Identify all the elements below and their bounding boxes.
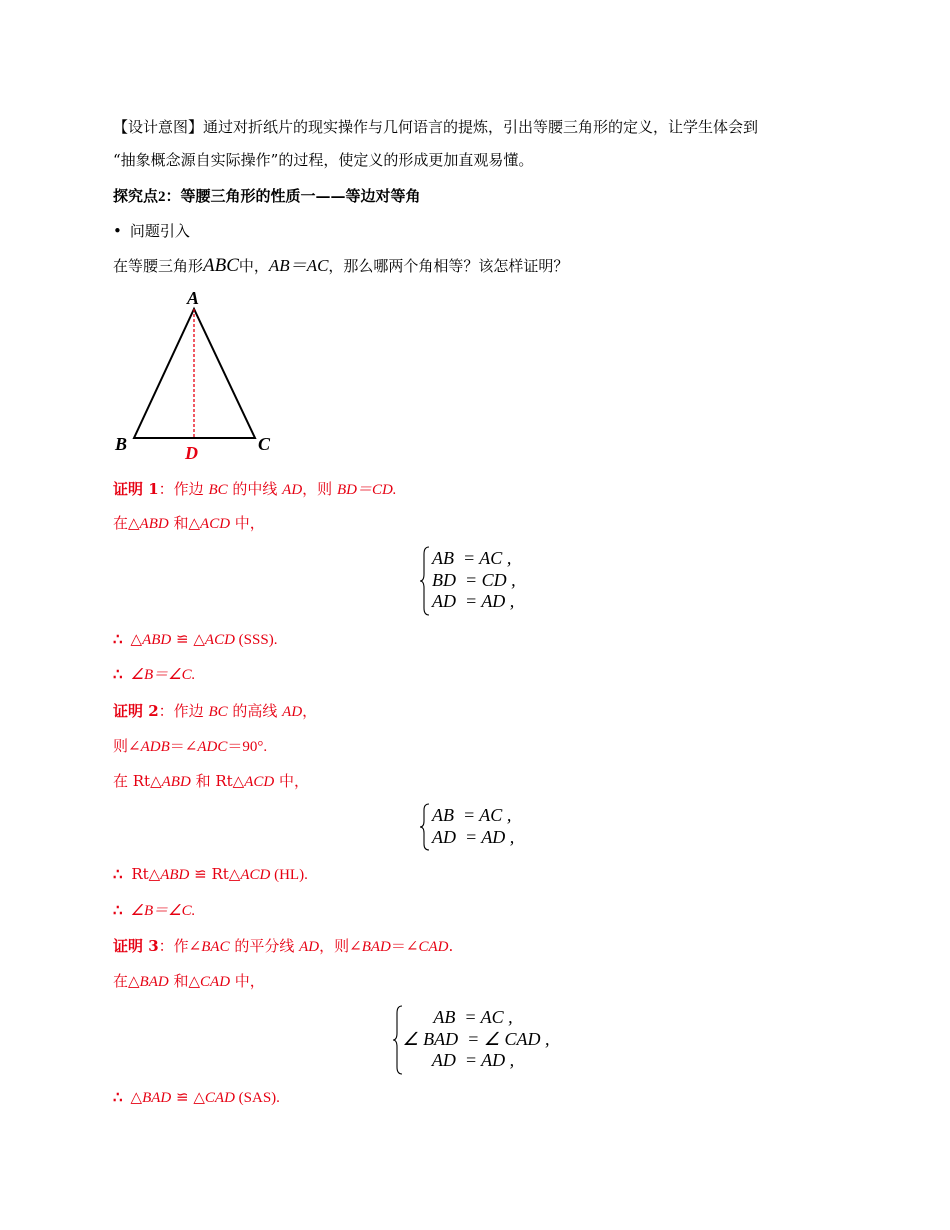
proof2-conclusion-angles: ∴ ∠B＝∠C. xyxy=(113,901,196,919)
proof2-brace xyxy=(419,803,431,851)
proof1-brace xyxy=(419,546,431,616)
proof2-context: 在 Rt△ABD 和 Rt△ACD 中， xyxy=(113,772,309,790)
proof3-conclusion-congruence: ∴ △BAD ≌ △CAD (SAS). xyxy=(113,1088,280,1106)
equation-row: BD = CD , xyxy=(432,569,516,590)
vertex-label-c: C xyxy=(258,434,271,454)
design-intent-line-2: “抽象概念源自实际操作”的过程，使定义的形成更加直观易懂。 xyxy=(113,151,534,169)
equation-row: AB = AC , xyxy=(433,1007,513,1027)
proof2-equation-system xyxy=(432,805,514,848)
bullet-question-intro: • 问题引入 xyxy=(113,222,190,240)
equation-row: AB = AC , xyxy=(432,805,512,825)
vertex-label-a: A xyxy=(187,288,200,308)
isosceles-triangle-figure xyxy=(105,285,285,465)
proof2-right-angles: 则∠ADB＝∠ADC＝90°. xyxy=(113,737,268,755)
proof1-conclusion-congruence: ∴ △ABD ≌ △ACD (SSS). xyxy=(113,630,278,648)
section-title: 探究点2：等腰三角形的性质一——等边对等角 xyxy=(113,187,421,205)
equation-row: AB = AC , xyxy=(432,548,512,568)
proof3-equation-system xyxy=(402,1007,552,1072)
bullet-dot: • xyxy=(113,222,122,240)
proof1-statement: 证明 1：作边 BC 的中线 AD，则 BD＝CD. xyxy=(113,480,397,498)
proof2-conclusion-congruence: ∴ Rt△ABD ≌ Rt△ACD (HL). xyxy=(113,865,308,883)
triangle-abc xyxy=(134,309,255,438)
design-intent-line-1: 【设计意图】通过对折纸片的现实操作与几何语言的提炼，引出等腰三角形的定义，让学生体会到 xyxy=(113,118,759,136)
equation-row: AD = AD , xyxy=(432,591,515,611)
vertex-label-b: B xyxy=(115,434,128,454)
proof1-equation-system xyxy=(432,548,516,613)
proof2-statement: 证明 2：作边 BC 的高线 AD， xyxy=(113,702,318,720)
proof1-conclusion-angles: ∴ ∠B＝∠C. xyxy=(113,665,196,683)
proof3-statement: 证明 3：作∠BAC 的平分线 AD，则∠BAD＝∠CAD. xyxy=(113,937,454,955)
equation-row: AD = AD , xyxy=(431,1050,515,1070)
proof1-context: 在△ABD 和△ACD 中， xyxy=(113,514,265,532)
equation-row: AD = AD , xyxy=(432,826,515,847)
equation-row: ∠ BAD = ∠ CAD , xyxy=(402,1028,550,1049)
proof3-context: 在△BAD 和△CAD 中， xyxy=(113,972,265,990)
point-label-d: D xyxy=(185,443,198,463)
question-line: 在等腰三角形ABC中，AB＝AC，那么哪两个角相等？该怎样证明？ xyxy=(113,255,569,276)
